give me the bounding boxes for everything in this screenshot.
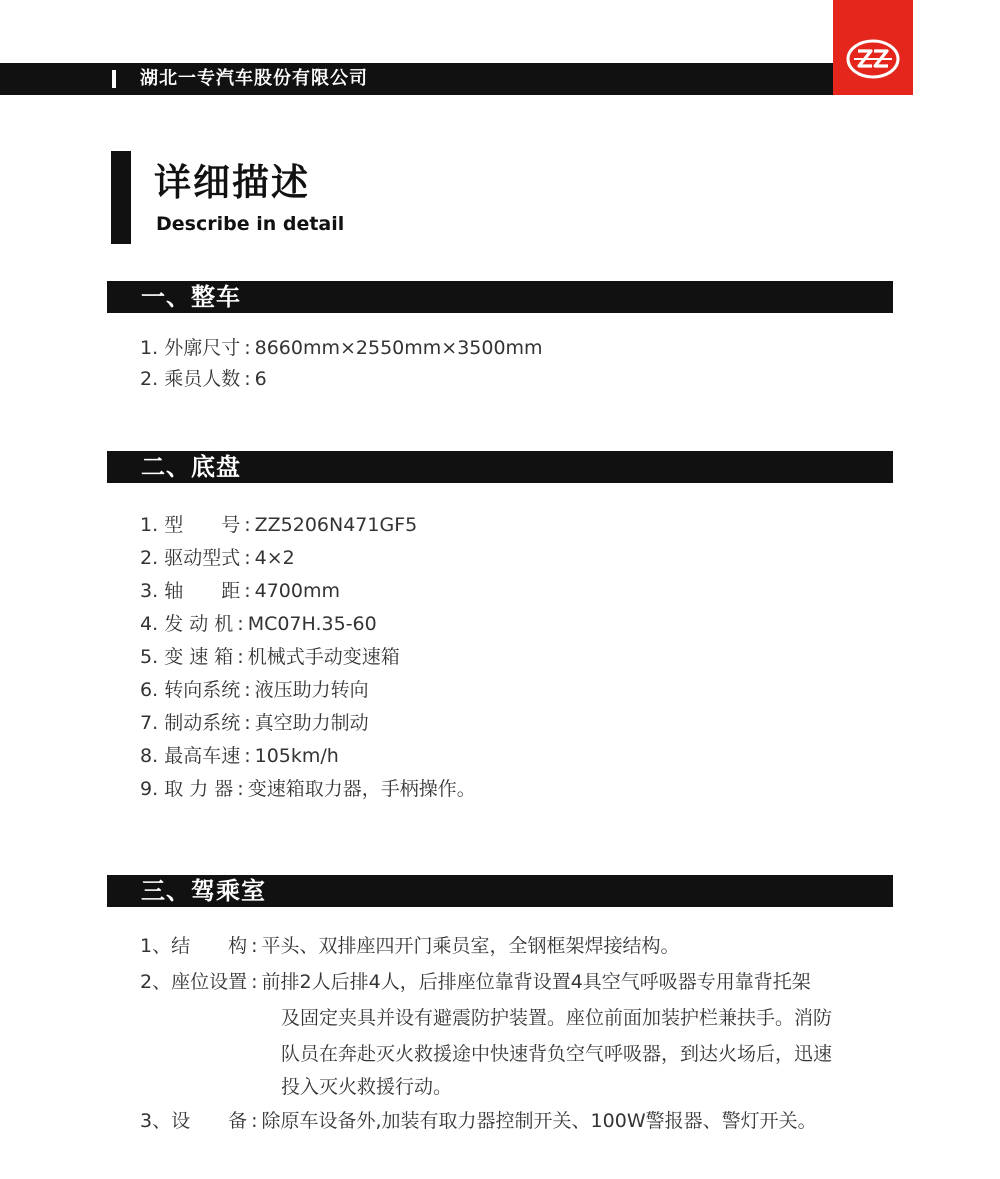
spec-value: MC07H.35-60 xyxy=(247,613,377,635)
spec-num: 1. xyxy=(140,514,159,536)
spec-num: 2. xyxy=(140,547,159,569)
spec-num: 3、 xyxy=(140,1110,172,1132)
spec-value-continued: 及固定夹具并设有避震防护装置。座位前面加装护栏兼扶手。消防 xyxy=(281,1007,833,1029)
spec-value: 4×2 xyxy=(254,547,295,569)
section-header-vehicle xyxy=(107,281,893,313)
spec-num: 8. xyxy=(140,745,159,767)
title-accent-bar xyxy=(111,151,131,244)
spec-num: 2. xyxy=(140,368,159,390)
spec-line: 9. 取 力 器 : 变速箱取力器，手柄操作。 xyxy=(140,773,476,806)
logo-box xyxy=(833,0,913,95)
spec-line: 3. 轴 距 : 4700mm xyxy=(140,575,340,608)
spec-line: 4. 发 动 机 : MC07H.35-60 xyxy=(140,608,377,641)
spec-line: 7. 制动系统 : 真空助力制动 xyxy=(140,707,369,740)
spec-key: 结 构 xyxy=(171,935,248,957)
section-title: 三、驾乘室 xyxy=(141,877,266,905)
spec-key: 驱动型式 xyxy=(164,547,241,569)
spec-key: 制动系统 xyxy=(164,712,241,734)
spec-value: 变速箱取力器，手柄操作。 xyxy=(247,778,476,800)
spec-value: 105km/h xyxy=(254,745,339,767)
spec-num: 7. xyxy=(140,712,159,734)
spec-line: 8. 最高车速 : 105km/h xyxy=(140,740,339,773)
spec-value: 除原车设备外,加装有取力器控制开关、100W警报器、警灯开关。 xyxy=(261,1110,817,1132)
zz-logo-icon xyxy=(845,37,901,81)
spec-key: 转向系统 xyxy=(164,679,241,701)
spec-num: 4. xyxy=(140,613,159,635)
page-title: 详细描述 xyxy=(154,161,310,204)
spec-value: 8660mm×2550mm×3500mm xyxy=(254,337,543,359)
section-header-cab xyxy=(107,875,893,907)
spec-num: 9. xyxy=(140,778,159,800)
spec-num: 2、 xyxy=(140,971,172,993)
spec-key: 变 速 箱 xyxy=(164,646,234,668)
spec-line: 5. 变 速 箱 : 机械式手动变速箱 xyxy=(140,641,400,674)
spec-key: 外廓尺寸 xyxy=(164,337,241,359)
spec-num: 1. xyxy=(140,337,159,359)
spec-line: 1. 型 号 : ZZ5206N471GF5 xyxy=(140,509,417,542)
spec-value: 前排2人后排4人，后排座位靠背设置4具空气呼吸器专用靠背托架 xyxy=(261,971,811,993)
spec-key: 轴 距 xyxy=(164,580,241,602)
spec-num: 1、 xyxy=(140,935,172,957)
page-subtitle: Describe in detail xyxy=(156,213,345,235)
spec-value: 机械式手动变速箱 xyxy=(247,646,400,668)
spec-num: 5. xyxy=(140,646,159,668)
spec-value: 真空助力制动 xyxy=(254,712,369,734)
spec-line: 6. 转向系统 : 液压助力转向 xyxy=(140,674,369,707)
header-bar xyxy=(0,63,833,95)
header-tick xyxy=(112,70,116,88)
spec-line: 3、设 备 : 除原车设备外,加装有取力器控制开关、100W警报器、警灯开关。 xyxy=(140,1105,817,1138)
spec-key: 最高车速 xyxy=(164,745,241,767)
spec-line: 1、结 构 : 平头、双排座四开门乘员室，全钢框架焊接结构。 xyxy=(140,930,680,963)
spec-line: 1. 外廓尺寸 : 8660mm×2550mm×3500mm xyxy=(140,332,543,365)
spec-num: 3. xyxy=(140,580,159,602)
spec-value: 6 xyxy=(254,368,267,390)
spec-key: 座位设置 xyxy=(171,971,248,993)
spec-num: 6. xyxy=(140,679,159,701)
spec-key: 设 备 xyxy=(171,1110,248,1132)
section-title: 二、底盘 xyxy=(141,453,241,481)
spec-value-continued: 投入灭火救援行动。 xyxy=(281,1076,453,1098)
spec-line: 2. 驱动型式 : 4×2 xyxy=(140,542,295,575)
section-header-chassis xyxy=(107,451,893,483)
spec-key: 取 力 器 xyxy=(164,778,234,800)
section-title: 一、整车 xyxy=(141,283,241,311)
spec-value: 平头、双排座四开门乘员室，全钢框架焊接结构。 xyxy=(261,935,680,957)
spec-key: 发 动 机 xyxy=(164,613,234,635)
spec-line: 2、座位设置 : 前排2人后排4人，后排座位靠背设置4具空气呼吸器专用靠背托架 xyxy=(140,966,811,999)
company-name: 湖北一专汽车股份有限公司 xyxy=(140,68,368,89)
spec-key: 型 号 xyxy=(164,514,241,536)
spec-value: 4700mm xyxy=(254,580,340,602)
spec-value: ZZ5206N471GF5 xyxy=(254,514,418,536)
spec-key: 乘员人数 xyxy=(164,368,241,390)
spec-value: 液压助力转向 xyxy=(254,679,369,701)
spec-line: 2. 乘员人数 : 6 xyxy=(140,363,267,396)
spec-value-continued: 队员在奔赴灭火救援途中快速背负空气呼吸器，到达火场后，迅速 xyxy=(281,1043,833,1065)
